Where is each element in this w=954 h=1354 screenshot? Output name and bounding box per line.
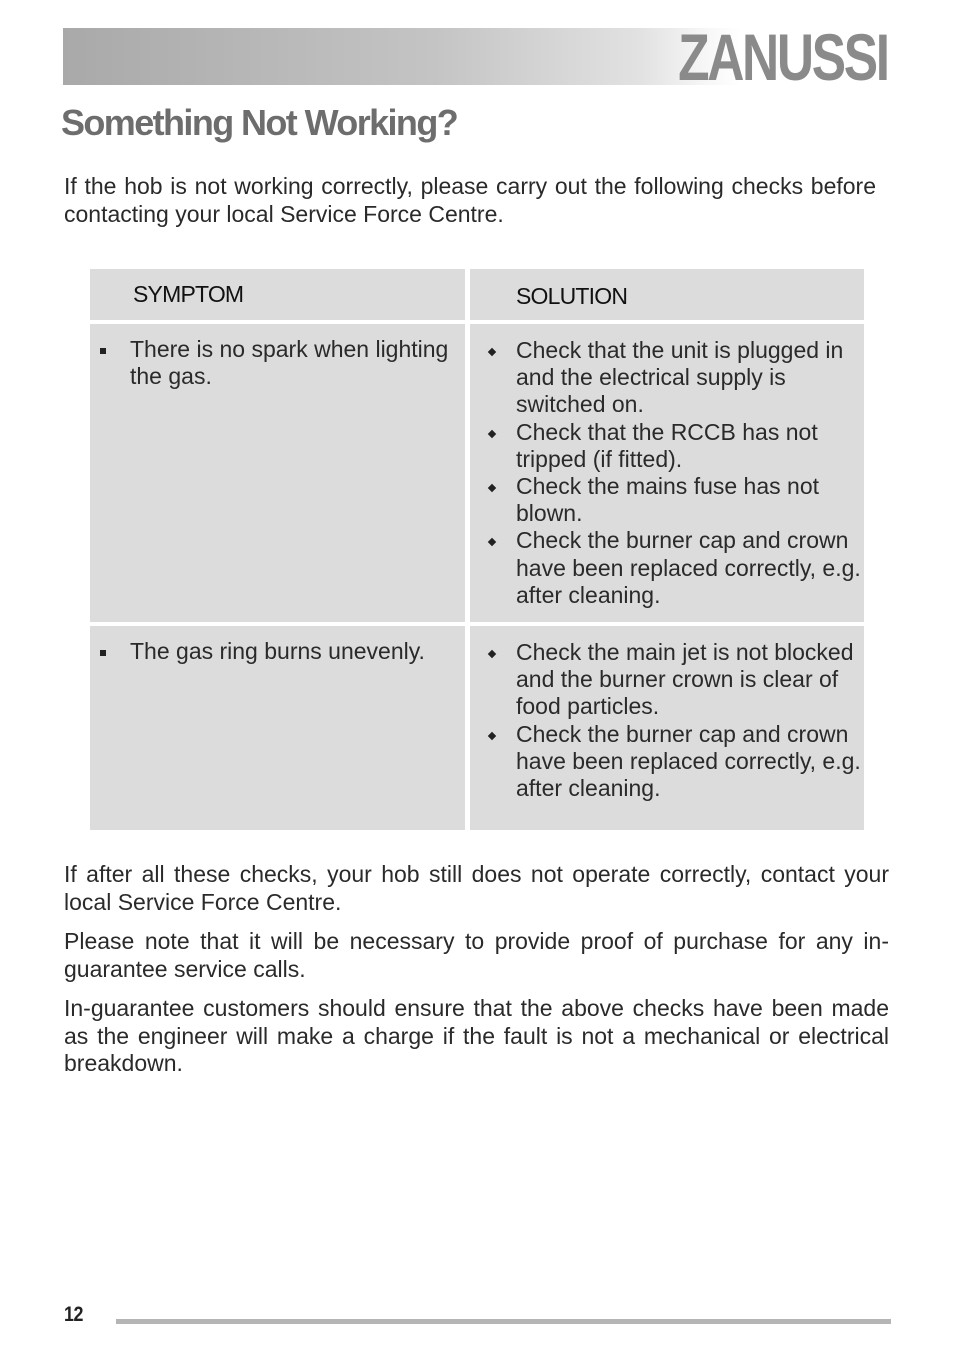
symptom-cell xyxy=(90,626,465,830)
troubleshooting-table xyxy=(90,269,864,830)
square-bullet-icon xyxy=(100,650,106,656)
solution-item xyxy=(476,639,864,721)
diamond-bullet-icon xyxy=(488,429,496,437)
diamond-bullet-icon xyxy=(488,650,496,658)
brand-logo: ZANUSSI xyxy=(678,20,888,94)
solution-text: Check that the RCCB has not tripped (if fitted). xyxy=(516,418,818,472)
square-bullet-icon xyxy=(100,348,106,354)
solution-item xyxy=(476,527,864,609)
symptom-header: SYMPTOM xyxy=(133,281,244,307)
solution-item xyxy=(476,473,864,527)
page-number: 12 xyxy=(64,1303,84,1326)
symptom-cell xyxy=(90,324,465,622)
solution-header-cell xyxy=(470,269,864,320)
solution-text: Check the burner cap and crown have been replaced correctly, e.g. after cleaning. xyxy=(516,720,861,802)
solution-cell xyxy=(470,626,864,830)
solution-item xyxy=(476,419,864,473)
diamond-bullet-icon xyxy=(488,731,496,739)
diamond-bullet-icon xyxy=(488,484,496,492)
solution-list xyxy=(476,337,864,609)
symptom-header-cell xyxy=(90,269,465,320)
solution-header: SOLUTION xyxy=(516,283,628,309)
proof-of-purchase-paragraph: Please note that it will be necessary to provide proof of purchase for any in-guarantee service calls. xyxy=(64,928,889,982)
diamond-bullet-icon xyxy=(488,348,496,356)
solution-text: Check the mains fuse has not blown. xyxy=(516,473,819,527)
solution-text: Check the burner cap and crown have been replaced correctly, e.g. after cleaning. xyxy=(516,527,861,608)
symptom-text: There is no spark when lighting the gas. xyxy=(130,336,449,390)
followup-paragraph: If after all these checks, your hob still does not operate correctly, contact your local Service Force Centre. xyxy=(64,861,889,915)
symptom-text: The gas ring burns unevenly. xyxy=(130,638,425,664)
symptom-item xyxy=(90,336,462,390)
symptom-item xyxy=(90,638,462,665)
intro-paragraph: If the hob is not working correctly, please carry out the following checks before contacting your local Service Force Centre. xyxy=(64,173,876,227)
solution-item xyxy=(476,721,864,803)
footer-rule xyxy=(116,1319,891,1324)
page-title: Something Not Working? xyxy=(61,102,458,143)
guarantee-paragraph: In-guarantee customers should ensure that the above checks have been made as the engineer will make a charge if the fault is not a mechanical or electrical breakdown. xyxy=(64,995,889,1076)
solution-item xyxy=(476,337,864,419)
symptom-list xyxy=(90,638,462,665)
solution-text: Check the main jet is not blocked and the burner crown is clear of food particles. xyxy=(516,639,854,720)
diamond-bullet-icon xyxy=(488,538,496,546)
solution-text: Check that the unit is plugged in and the electrical supply is switched on. xyxy=(516,337,844,418)
solution-cell xyxy=(470,324,864,622)
solution-list xyxy=(476,639,864,802)
symptom-list xyxy=(90,336,462,390)
